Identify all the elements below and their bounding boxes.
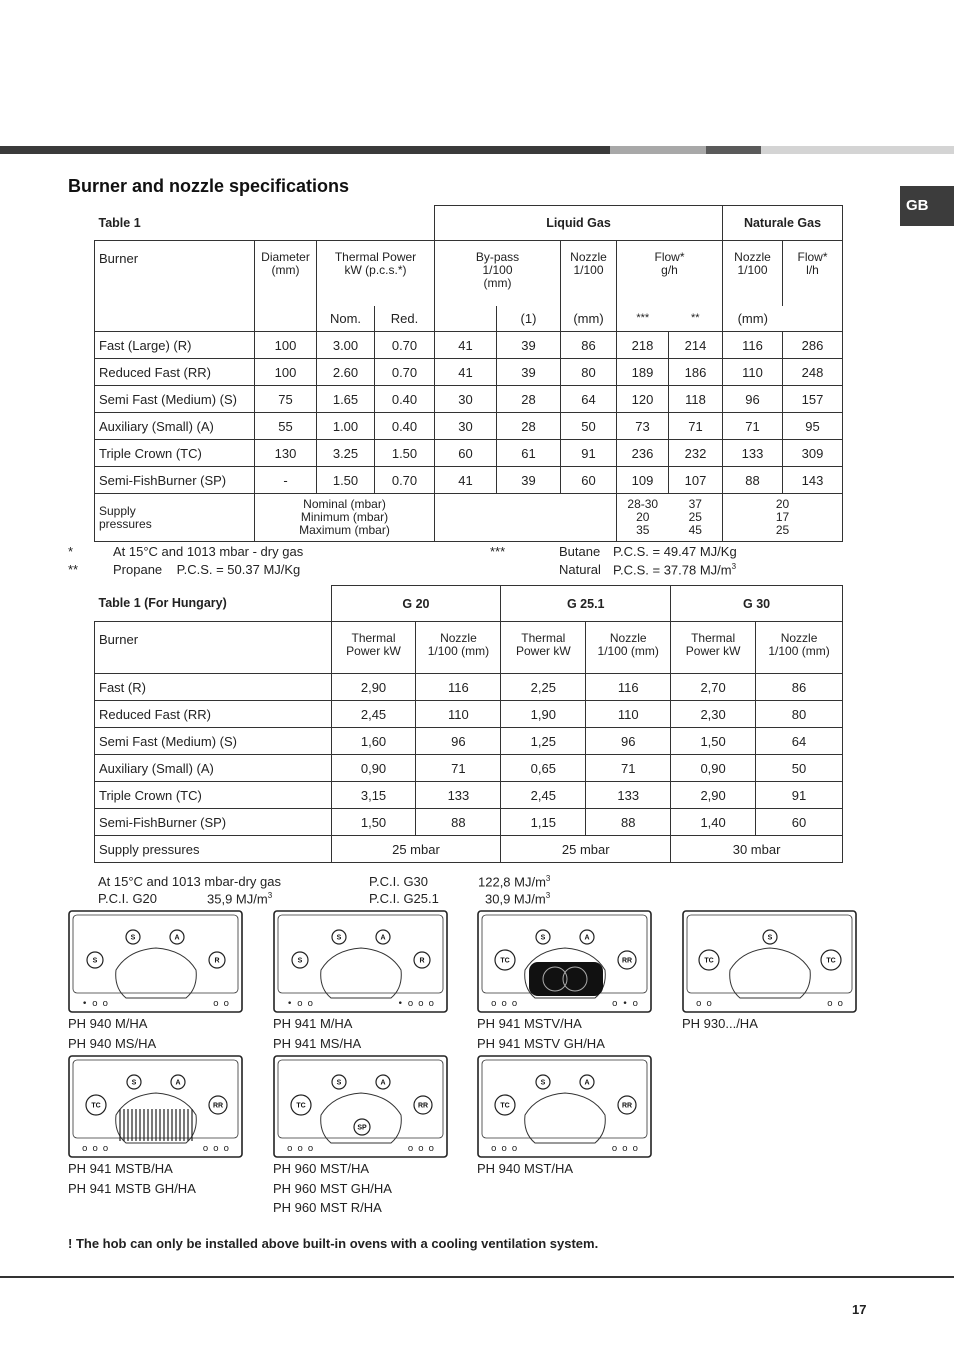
hu-row	[95, 755, 843, 782]
table1-cell: 3.25	[317, 440, 375, 467]
hu-cell: 1,90	[501, 701, 586, 728]
burner-label: S	[297, 957, 303, 965]
table1-cell: 88	[723, 467, 783, 494]
hob-model-list	[68, 1159, 196, 1198]
hu-row-label: Semi-FishBurner (SP)	[95, 809, 332, 836]
hob-model-list	[273, 1159, 392, 1218]
table1-cell: 30	[435, 413, 497, 440]
table1-supply-propane: 37 25 45	[669, 494, 723, 542]
hob-model-list	[477, 1014, 605, 1053]
table1-cell: 1.50	[375, 440, 435, 467]
hu-cell: 133	[586, 782, 671, 809]
table1-header-nozzle-lpg: Nozzle 1/100	[561, 241, 617, 306]
knobs-left: o o o	[491, 1144, 519, 1154]
table1-row-label: Semi-FishBurner (SP)	[95, 467, 255, 494]
burner-label: S	[336, 934, 342, 942]
table1-cell: 157	[783, 386, 843, 413]
burner-label: A	[584, 1079, 590, 1087]
burner-label: S	[336, 1079, 342, 1087]
hu-group-g30: G 30	[671, 586, 843, 622]
table1-cell: 91	[561, 440, 617, 467]
hu-group-g20: G 20	[331, 586, 501, 622]
table1-cell: 286	[783, 332, 843, 359]
table1-row	[95, 332, 843, 359]
hob-diagram	[68, 910, 243, 1013]
knobs-right: o • o	[611, 999, 639, 1009]
hu-note-pci-g251: P.C.I. G25.1	[369, 891, 439, 906]
footnote-sup3: 3	[731, 562, 737, 571]
hu-cell: 96	[586, 728, 671, 755]
table1-cell: 143	[783, 467, 843, 494]
table1-cell: 100	[255, 359, 317, 386]
table1-row	[95, 467, 843, 494]
table1-cell: 0.40	[375, 413, 435, 440]
knobs-left: o o o	[82, 1144, 110, 1154]
burner-label: S	[131, 1079, 137, 1087]
hu-cell: 2,45	[331, 701, 416, 728]
burner-label: A	[380, 934, 386, 942]
footnotes	[68, 544, 888, 580]
footnote-natural-pcs: P.C.S. = 37.78 MJ/m	[613, 562, 732, 578]
table1-cell: 71	[723, 413, 783, 440]
hu-note-pci-g30: P.C.I. G30	[369, 874, 429, 889]
hu-row-label: Semi Fast (Medium) (S)	[95, 728, 332, 755]
hob-model-name: PH 941 MSTV/HA	[477, 1016, 582, 1031]
table1-row-label: Reduced Fast (RR)	[95, 359, 255, 386]
knobs-left: • o o	[287, 999, 315, 1009]
table1-cell: 60	[435, 440, 497, 467]
table1-cell: 1.00	[317, 413, 375, 440]
hu-cell: 71	[586, 755, 671, 782]
hob-diagram	[477, 1055, 652, 1158]
hu-cell: 91	[756, 782, 843, 809]
table1-cell: 95	[783, 413, 843, 440]
table1-cell: 61	[497, 440, 561, 467]
hu-row	[95, 782, 843, 809]
hu-cell: 0,90	[671, 755, 756, 782]
hu-cell: 2,90	[671, 782, 756, 809]
hob-diagram	[273, 910, 448, 1013]
table1-supply-levels: Nominal (mbar) Minimum (mbar) Maximum (mbar)	[255, 494, 435, 542]
hu-cell: 110	[416, 701, 501, 728]
table1-sub-one: (1)	[497, 306, 561, 332]
knobs-right: o o	[213, 999, 230, 1009]
hob-model-name: PH 940 MS/HA	[68, 1035, 157, 1051]
knobs-left: o o o	[287, 1144, 315, 1154]
hu-cell: 2,90	[331, 674, 416, 701]
hob-drawing	[477, 1055, 653, 1159]
hu-cell: 116	[416, 674, 501, 701]
hob-drawing	[68, 1055, 244, 1159]
table1-sub-blank2	[783, 306, 843, 332]
table1-cell: 3.00	[317, 332, 375, 359]
hu-supply-label: Supply pressures	[95, 836, 332, 863]
table1-cell: 120	[617, 386, 669, 413]
hu-cell: 1,40	[671, 809, 756, 836]
table1-cell: 1.65	[317, 386, 375, 413]
hu-cell: 3,15	[331, 782, 416, 809]
hu-cell: 0,65	[501, 755, 586, 782]
table1-cell: 0.70	[375, 359, 435, 386]
table1-header-bypass: By-pass 1/100 (mm)	[435, 241, 561, 306]
burner-label: TC	[500, 1102, 510, 1110]
table1-cell: 39	[497, 359, 561, 386]
hu-cell: 96	[416, 728, 501, 755]
footnote-star2-text: Propane P.C.S. = 50.37 MJ/Kg	[113, 562, 301, 577]
table1-cell: 218	[617, 332, 669, 359]
table1-cell: 214	[669, 332, 723, 359]
burner-label: A	[174, 934, 180, 942]
hu-supply-g251: 25 mbar	[501, 836, 671, 863]
table1-cell: 0.70	[375, 467, 435, 494]
hob-model-name: PH 941 MSTV GH/HA	[477, 1035, 605, 1051]
footnote-star3-text: Butane	[559, 544, 601, 559]
hob-model-list	[477, 1159, 573, 1179]
hu-cell: 1,50	[671, 728, 756, 755]
hob-diagram	[682, 910, 857, 1013]
language-tab: GB	[900, 186, 954, 226]
hu-cell: 1,25	[501, 728, 586, 755]
table1-group-natural: Naturale Gas	[723, 206, 843, 241]
table1-supply-empty	[435, 494, 617, 542]
table1-cell: 86	[561, 332, 617, 359]
footer-rule	[0, 1276, 954, 1278]
hob-diagram	[273, 1055, 448, 1158]
burner-label: S	[540, 934, 546, 942]
hu-group-g251: G 25.1	[501, 586, 671, 622]
table1-sub-mm-ng: (mm)	[723, 306, 783, 332]
table1-cell: 186	[669, 359, 723, 386]
hu-row-label: Triple Crown (TC)	[95, 782, 332, 809]
hu-header-nozzle: Nozzle 1/100 (mm)	[416, 622, 501, 674]
table1-cell: -	[255, 467, 317, 494]
table1-cell: 232	[669, 440, 723, 467]
table1-cell: 60	[561, 467, 617, 494]
table1-cell: 0.70	[375, 332, 435, 359]
hu-note-val-g251: 30,9 MJ/m	[485, 891, 546, 907]
burner-label: S	[767, 934, 773, 942]
burner-label: TC	[704, 957, 714, 965]
hob-model-name: PH 941 MS/HA	[273, 1035, 362, 1051]
hu-supply-g20: 25 mbar	[331, 836, 501, 863]
burner-label: TC	[826, 957, 836, 965]
hu-cell: 50	[756, 755, 843, 782]
hu-row-label: Reduced Fast (RR)	[95, 701, 332, 728]
hob-drawing	[273, 910, 449, 1014]
hu-cell: 2,70	[671, 674, 756, 701]
table1-cell: 189	[617, 359, 669, 386]
hu-cell: 60	[756, 809, 843, 836]
hob-ceramic-zone	[529, 962, 603, 996]
table1-cell: 133	[723, 440, 783, 467]
hob-model-name: PH 930.../HA	[682, 1016, 758, 1031]
header-bar-mid	[610, 146, 706, 154]
hob-model-list	[273, 1014, 361, 1053]
table1-header-diameter: Diameter (mm)	[255, 241, 317, 332]
table1-cell: 75	[255, 386, 317, 413]
hu-caption: Table 1 (For Hungary)	[95, 586, 332, 622]
table1-cell: 116	[723, 332, 783, 359]
hu-row-label: Auxiliary (Small) (A)	[95, 755, 332, 782]
knobs-left: • o o	[82, 999, 110, 1009]
hu-note-sup: 3	[545, 874, 551, 883]
hu-cell: 1,60	[331, 728, 416, 755]
hu-supply-g30: 30 mbar	[671, 836, 843, 863]
burner-label: R	[419, 957, 425, 965]
hu-cell: 1,50	[331, 809, 416, 836]
header-bar-light	[761, 146, 954, 154]
table1-cell: 73	[617, 413, 669, 440]
table1-group-liquid: Liquid Gas	[435, 206, 723, 241]
table1-row	[95, 413, 843, 440]
burner-label: TC	[91, 1102, 101, 1110]
table1-cell: 0.40	[375, 386, 435, 413]
hungary-notes	[98, 874, 658, 910]
hob-drawing	[273, 1055, 449, 1159]
table1-cell: 30	[435, 386, 497, 413]
hu-cell: 64	[756, 728, 843, 755]
table1-header-burner: Burner	[95, 241, 255, 332]
knobs-left: o o	[696, 999, 713, 1009]
table1-cell: 110	[723, 359, 783, 386]
table1-cell: 1.50	[317, 467, 375, 494]
table-hungary	[94, 585, 843, 863]
hu-row	[95, 674, 843, 701]
knobs-right: o o o	[611, 1144, 639, 1154]
hu-cell: 80	[756, 701, 843, 728]
burner-label: S	[540, 1079, 546, 1087]
knobs-right: o o o	[407, 1144, 435, 1154]
hu-note-val-g30: 122,8 MJ/m	[478, 874, 546, 890]
hu-cell: 0,90	[331, 755, 416, 782]
table1-supply-label: Supply pressures	[95, 494, 255, 542]
table1-sub-red: Red.	[375, 306, 435, 332]
hob-model-name: PH 941 MSTB GH/HA	[68, 1180, 196, 1196]
hu-note-sup: 3	[267, 891, 273, 900]
table1-cell: 28	[497, 386, 561, 413]
installation-warning: ! The hob can only be installed above built-in ovens with a cooling ventilation system.	[68, 1236, 599, 1251]
header-bar-dark	[0, 146, 610, 154]
table1-cell: 39	[497, 467, 561, 494]
knobs-right: • o o o	[397, 999, 435, 1009]
table1-cell: 39	[497, 332, 561, 359]
knobs-left: o o o	[491, 999, 519, 1009]
footnote-butane-pcs: P.C.S. = 49.47 MJ/Kg	[613, 544, 737, 559]
burner-label: A	[584, 934, 590, 942]
burner-label: RR	[621, 1102, 633, 1110]
hu-header-thermal: Thermal Power kW	[331, 622, 416, 674]
burner-label: SP	[357, 1124, 367, 1132]
hu-note-line1: At 15°C and 1013 mbar-dry gas	[98, 874, 281, 889]
header-bar-accent	[706, 146, 761, 154]
burner-label: S	[92, 957, 98, 965]
burner-label: TC	[296, 1102, 306, 1110]
table1-cell: 28	[497, 413, 561, 440]
hu-row	[95, 728, 843, 755]
hob-model-list	[68, 1014, 156, 1053]
table1-sub-nom: Nom.	[317, 306, 375, 332]
hu-note-sup: 3	[545, 891, 551, 900]
knobs-right: o o o	[202, 1144, 230, 1154]
table1-cell: 96	[723, 386, 783, 413]
hob-model-list	[682, 1014, 758, 1034]
hu-header-nozzle: Nozzle 1/100 (mm)	[756, 622, 843, 674]
burner-label: A	[380, 1079, 386, 1087]
table1-cell: 41	[435, 467, 497, 494]
table1-sub-mm: (mm)	[561, 306, 617, 332]
hu-header-thermal: Thermal Power kW	[501, 622, 586, 674]
footnote-star1-text: At 15°C and 1013 mbar - dry gas	[113, 544, 304, 559]
burner-label: S	[130, 934, 136, 942]
hu-cell: 2,45	[501, 782, 586, 809]
hob-model-name: PH 940 MST/HA	[477, 1161, 574, 1176]
footnote-natural: Natural	[559, 562, 601, 577]
page-title: Burner and nozzle specifications	[68, 176, 350, 196]
table1-cell: 118	[669, 386, 723, 413]
table1-supply-natural: 20 17 25	[723, 494, 843, 542]
hu-row	[95, 701, 843, 728]
hob-model-name: PH 940 M/HA	[68, 1016, 148, 1031]
table1-cell: 41	[435, 359, 497, 386]
burner-label: RR	[417, 1102, 429, 1110]
table1-sub-three-star: ***	[617, 306, 669, 332]
hu-cell: 2,30	[671, 701, 756, 728]
table1-header-nozzle-ng: Nozzle 1/100	[723, 241, 783, 306]
table1-caption: Table 1	[95, 206, 435, 241]
table1-row	[95, 440, 843, 467]
table1-cell: 109	[617, 467, 669, 494]
table1-sub-two-star: **	[669, 306, 723, 332]
hob-drawing	[477, 910, 653, 1014]
table1-cell: 100	[255, 332, 317, 359]
burner-label: TC	[500, 957, 510, 965]
table1-cell: 130	[255, 440, 317, 467]
table1-cell: 64	[561, 386, 617, 413]
table1-row-label: Semi Fast (Medium) (S)	[95, 386, 255, 413]
page-number: 17	[852, 1302, 867, 1317]
hu-row-label: Fast (R)	[95, 674, 332, 701]
table1-cell: 80	[561, 359, 617, 386]
hu-header-burner: Burner	[95, 622, 332, 674]
table1-row-label: Triple Crown (TC)	[95, 440, 255, 467]
table1-cell: 248	[783, 359, 843, 386]
hob-model-name: PH 941 M/HA	[273, 1016, 353, 1031]
hu-cell: 86	[756, 674, 843, 701]
hu-note-pci-g20: P.C.I. G20	[98, 891, 158, 906]
table1-cell: 107	[669, 467, 723, 494]
hu-cell: 110	[586, 701, 671, 728]
burner-label: RR	[212, 1102, 224, 1110]
table1-cell: 41	[435, 332, 497, 359]
burner-label: R	[214, 957, 220, 965]
table1-sub-blank	[435, 306, 497, 332]
hob-model-name: PH 960 MST R/HA	[273, 1200, 382, 1215]
footnote-star1: *	[68, 544, 74, 559]
hu-cell: 2,25	[501, 674, 586, 701]
hu-header-thermal: Thermal Power kW	[671, 622, 756, 674]
hu-header-nozzle: Nozzle 1/100 (mm)	[586, 622, 671, 674]
hob-model-name: PH 960 MST GH/HA	[273, 1180, 392, 1196]
table-1	[94, 205, 843, 542]
hob-model-name: PH 941 MSTB/HA	[68, 1161, 173, 1176]
hob-model-name: PH 960 MST/HA	[273, 1161, 370, 1176]
table1-cell: 55	[255, 413, 317, 440]
footnote-star2: **	[68, 562, 79, 577]
table1-header-thermal: Thermal Power kW (p.c.s.*)	[317, 241, 435, 306]
hob-drawing	[68, 910, 244, 1014]
hu-cell: 1,15	[501, 809, 586, 836]
hu-cell: 88	[416, 809, 501, 836]
table1-supply-butane: 28-30 20 35	[617, 494, 669, 542]
burner-label: RR	[621, 957, 633, 965]
hob-drawing	[682, 910, 858, 1014]
table1-cell: 50	[561, 413, 617, 440]
table1-row	[95, 359, 843, 386]
hu-row	[95, 809, 843, 836]
table1-header-flow-lpg: Flow* g/h	[617, 241, 723, 306]
table1-row-label: Fast (Large) (R)	[95, 332, 255, 359]
table1-row	[95, 386, 843, 413]
table1-row-label: Auxiliary (Small) (A)	[95, 413, 255, 440]
burner-label: A	[175, 1079, 181, 1087]
footnote-star3: ***	[490, 544, 506, 559]
hob-diagram	[68, 1055, 243, 1158]
table1-cell: 71	[669, 413, 723, 440]
hu-cell: 133	[416, 782, 501, 809]
hu-note-val-g20: 35,9 MJ/m	[207, 891, 268, 907]
hu-cell: 116	[586, 674, 671, 701]
hu-cell: 71	[416, 755, 501, 782]
table1-cell: 2.60	[317, 359, 375, 386]
knobs-right: o o	[827, 999, 844, 1009]
table1-cell: 309	[783, 440, 843, 467]
table1-header-flow-ng: Flow* l/h	[783, 241, 843, 306]
hu-cell: 88	[586, 809, 671, 836]
hob-diagram	[477, 910, 652, 1013]
table1-cell: 236	[617, 440, 669, 467]
